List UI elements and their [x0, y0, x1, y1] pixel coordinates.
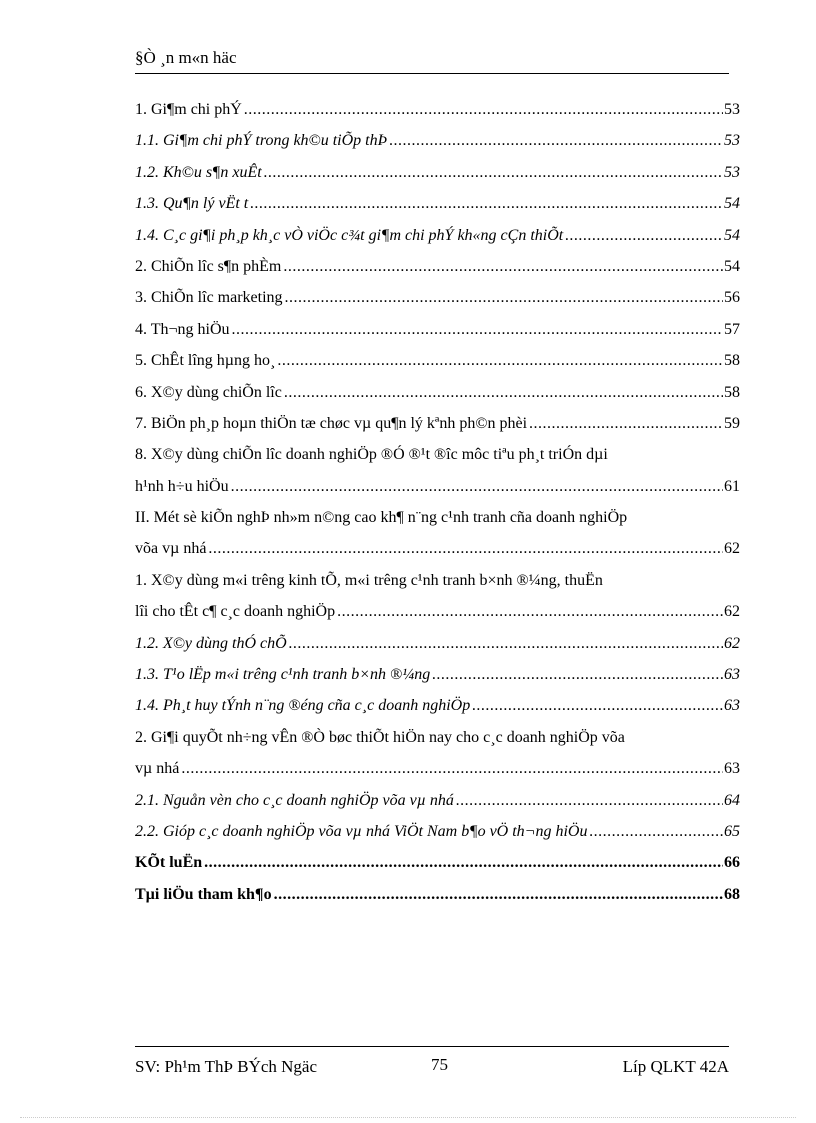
toc-entry-title: vµ nhá	[135, 760, 180, 778]
toc-entry-title: 2. Gi¶i quyÕt nh÷ng vÊn ®Ò bøc thiÕt hiÖn nay cho c¸c doanh nghiÖp võa	[135, 728, 625, 746]
toc-entry[interactable]	[135, 314, 740, 345]
toc-entry[interactable]	[135, 565, 740, 596]
toc-entry[interactable]	[135, 282, 740, 313]
toc-entry[interactable]	[135, 533, 740, 564]
toc-entry-page: 65	[724, 822, 740, 840]
toc-entry-title: Tµi liÖu tham kh¶o	[135, 885, 272, 903]
toc-dot-leader	[389, 125, 723, 156]
toc-dot-leader	[472, 690, 723, 721]
toc-entry-title: 1. Gi¶m chi phÝ	[135, 101, 242, 118]
toc-entry-title: II. Mét sè kiÕn nghÞ nh»m n©ng cao kh¶ n¨ng c¹nh tranh cña doanh nghiÖp	[135, 509, 628, 527]
toc-dot-leader	[284, 377, 723, 408]
toc-entry-title: 2.2. Gióp c¸c doanh nghiÖp võa vµ nhá ViÖt Nam b¶o vÖ th¬ng hiÖu	[135, 822, 588, 840]
toc-entry[interactable]	[135, 596, 740, 627]
toc-entry-page: 68	[724, 885, 740, 903]
toc-dot-leader	[277, 345, 723, 376]
toc-entry-page: 58	[724, 383, 740, 401]
toc-entry[interactable]	[135, 659, 740, 690]
footer-page-number: 75	[431, 1055, 448, 1074]
toc-entry[interactable]	[135, 377, 740, 408]
toc-entry-title: 8. X©y dùng chiÕn lîc doanh nghiÖp ®Ó ®¹t ®îc môc tiªu ph¸t triÓn dµi	[135, 446, 608, 464]
toc-entry[interactable]	[135, 785, 740, 816]
toc-entry[interactable]	[135, 345, 740, 376]
toc-entry-page: 53	[724, 101, 740, 118]
toc-entry-page: 53	[724, 132, 740, 150]
toc-dot-leader	[181, 753, 723, 784]
toc-entry-title: 2. ChiÕn lîc s¶n phÈm	[135, 257, 282, 275]
toc-entry[interactable]	[135, 251, 740, 282]
toc-entry-title: 2.1. Nguån vèn cho c¸c doanh nghiÖp võa vµ nhá	[135, 791, 454, 809]
toc-dot-leader	[529, 408, 723, 439]
toc-entry[interactable]	[135, 690, 740, 721]
toc-dot-leader	[285, 282, 723, 313]
toc-entry-page: 56	[724, 289, 740, 307]
toc-entry-title: 1.3. Qu¶n lý vËt t	[135, 195, 249, 213]
toc-entry-title: lîi cho tÊt c¶ c¸c doanh nghiÖp	[135, 603, 336, 621]
toc-dot-leader	[456, 785, 723, 816]
toc-dot-leader	[289, 628, 723, 659]
toc-entry-title: 3. ChiÕn lîc marketing	[135, 289, 283, 307]
toc-entry-title: 1.4. Ph¸t huy tÝnh n¨ng ®éng cña c¸c doanh nghiÖp	[135, 697, 471, 715]
toc-dot-leader	[432, 659, 723, 690]
toc-entry[interactable]	[135, 753, 740, 784]
toc-entry-page: 59	[724, 414, 740, 432]
toc-entry-title: 4. Th¬ng hiÖu	[135, 320, 230, 338]
toc-entry[interactable]	[135, 847, 740, 878]
toc-dot-leader	[283, 251, 723, 282]
toc-entry[interactable]	[135, 722, 740, 753]
toc-entry[interactable]	[135, 94, 740, 125]
toc-entry-title: 5. ChÊt lîng hµng ho¸	[135, 352, 276, 370]
toc-entry[interactable]	[135, 188, 740, 219]
page-footer	[135, 1046, 729, 1076]
toc-entry-title: 1.3. T¹o lËp m«i trêng c¹nh tranh b×nh ®¼ng	[135, 666, 431, 684]
toc-entry-title: 1.1. Gi¶m chi phÝ trong kh©u tiÕp thÞ	[135, 132, 388, 150]
toc-entry-page: 54	[724, 226, 740, 244]
toc-dot-leader	[208, 533, 723, 564]
toc-entry-page: 58	[724, 352, 740, 370]
toc-entry-title: 1.4. C¸c gi¶i ph¸p kh¸c vÒ viÖc c¾t gi¶m chi phÝ kh«ng cÇn thiÕt	[135, 226, 564, 244]
toc-entry[interactable]	[135, 502, 740, 533]
toc-entry[interactable]	[135, 628, 740, 659]
toc-entry[interactable]	[135, 816, 740, 847]
page-header	[135, 48, 729, 74]
toc-entry-page: 63	[724, 666, 740, 684]
toc-entry[interactable]	[135, 471, 740, 502]
toc-entry-page: 62	[724, 540, 740, 558]
toc-entry-page: 63	[724, 760, 740, 778]
toc-entry-title: 1. X©y dùng m«i trêng kinh tÕ, m«i trêng c¹nh tranh b×nh ®¼ng, thuËn	[135, 571, 603, 589]
toc-entry-title: KÕt luËn	[135, 854, 203, 872]
toc-dot-leader	[565, 220, 723, 251]
toc-entry-page: 66	[724, 854, 740, 872]
toc-entry-title: 6. X©y dùng chiÕn lîc	[135, 383, 282, 401]
toc-entry[interactable]	[135, 408, 740, 439]
toc-entry-page: 54	[724, 195, 740, 213]
toc-entry-page: 62	[724, 603, 740, 621]
toc-dot-leader	[232, 314, 723, 345]
toc-entry-page: 53	[724, 163, 740, 181]
toc-dot-leader	[231, 471, 723, 502]
toc-dot-leader	[204, 847, 723, 878]
toc-entry[interactable]	[135, 439, 740, 470]
toc-dot-leader	[264, 157, 723, 188]
toc-entry[interactable]	[135, 220, 740, 251]
toc-dot-leader	[250, 188, 723, 219]
toc-entry-page: 57	[724, 320, 740, 338]
toc-entry-title: h¹nh h÷u hiÖu	[135, 477, 229, 495]
table-of-contents	[135, 94, 740, 910]
toc-entry[interactable]	[135, 879, 740, 910]
toc-entry-page: 64	[724, 791, 740, 809]
toc-entry-page: 62	[724, 634, 740, 652]
toc-entry-page: 61	[724, 477, 740, 495]
toc-dot-leader	[589, 816, 723, 847]
toc-entry-page: 63	[724, 697, 740, 715]
header-title: §Ò ¸n m«n häc	[135, 48, 237, 67]
toc-entry-page: 54	[724, 257, 740, 275]
page-bottom-edge	[20, 1117, 796, 1118]
toc-entry[interactable]	[135, 157, 740, 188]
toc-entry-title: 1.2. X©y dùng thÓ chÕ	[135, 634, 287, 652]
footer-student-name: SV: Ph¹m ThÞ BÝch Ngäc	[135, 1057, 318, 1076]
toc-dot-leader	[337, 596, 723, 627]
footer-class: Líp QLKT 42A	[622, 1057, 729, 1076]
toc-entry[interactable]	[135, 125, 740, 156]
toc-entry-title: 7. BiÖn ph¸p hoµn thiÖn tæ chøc vµ qu¶n lý kªnh ph©n phèi	[135, 414, 528, 432]
toc-dot-leader	[274, 879, 723, 910]
toc-dot-leader	[244, 94, 723, 125]
toc-entry-title: võa vµ nhá	[135, 540, 207, 558]
toc-entry-title: 1.2. Kh©u s¶n xuÊt	[135, 163, 262, 181]
